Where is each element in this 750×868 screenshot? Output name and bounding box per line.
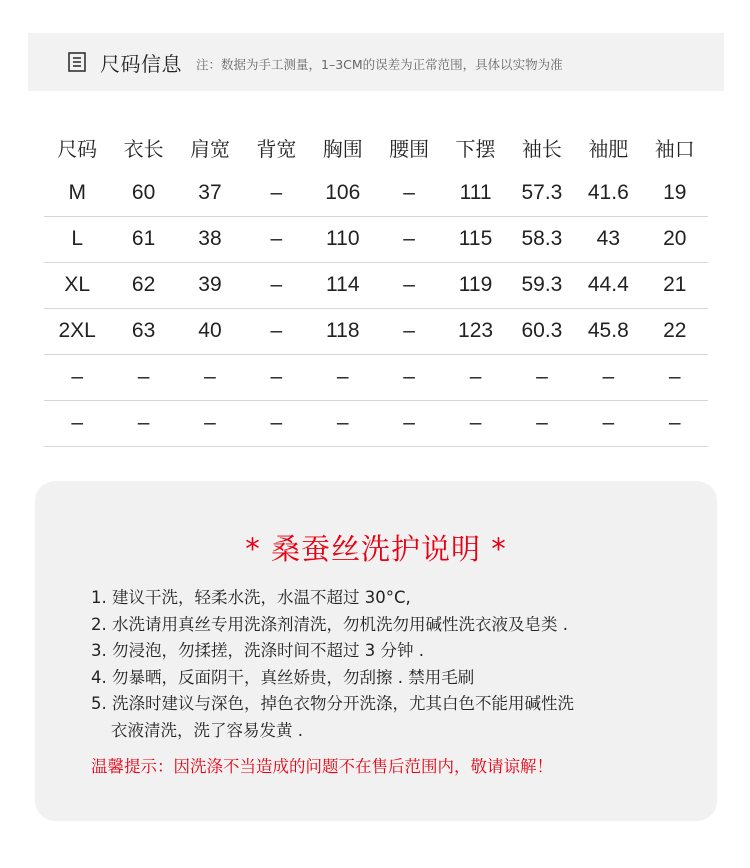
table-cell: 123 xyxy=(442,308,508,354)
table-cell: – xyxy=(376,308,442,354)
care-warning: 温馨提示：因洗涤不当造成的问题不在售后范围内，敬请谅解！ xyxy=(91,757,553,776)
table-row xyxy=(44,400,708,446)
table-cell: 59.3 xyxy=(509,262,575,308)
table-cell: 119 xyxy=(442,262,508,308)
table-cell: – xyxy=(509,354,575,400)
table-cell: 114 xyxy=(310,262,376,308)
table-cell: 19 xyxy=(642,170,708,216)
table-cell: 60 xyxy=(110,170,176,216)
table-cell: 60.3 xyxy=(509,308,575,354)
table-cell: 118 xyxy=(310,308,376,354)
table-cell: 57.3 xyxy=(509,170,575,216)
care-list-item xyxy=(91,691,691,744)
table-cell: – xyxy=(243,262,309,308)
care-list xyxy=(91,585,691,744)
care-list-item xyxy=(91,665,691,692)
table-row xyxy=(44,170,708,216)
document-list-icon xyxy=(68,52,86,72)
table-cell: – xyxy=(243,400,309,446)
table-cell: – xyxy=(376,354,442,400)
table-cell: – xyxy=(509,400,575,446)
table-cell: 111 xyxy=(442,170,508,216)
care-item-continuation: 衣液清洗，洗了容易发黄 . xyxy=(111,720,303,740)
table-cell: 115 xyxy=(442,216,508,262)
column-header: 尺码 xyxy=(57,136,98,161)
table-cell: – xyxy=(44,400,110,446)
table-cell: – xyxy=(575,400,641,446)
size-table xyxy=(44,124,708,447)
table-cell: 61 xyxy=(110,216,176,262)
table-cell: 40 xyxy=(177,308,243,354)
table-cell: 20 xyxy=(642,216,708,262)
column-header: 胸围 xyxy=(322,136,363,161)
table-cell: – xyxy=(44,354,110,400)
care-list-item xyxy=(91,612,691,639)
table-cell: 38 xyxy=(177,216,243,262)
table-row xyxy=(44,354,708,400)
table-cell: – xyxy=(110,400,176,446)
column-header: 袖长 xyxy=(521,136,562,161)
table-cell: 37 xyxy=(177,170,243,216)
table-cell: – xyxy=(642,400,708,446)
column-header: 腰围 xyxy=(389,136,430,161)
table-cell: – xyxy=(177,354,243,400)
table-cell: 41.6 xyxy=(575,170,641,216)
size-info-header xyxy=(28,33,724,91)
care-instructions-panel xyxy=(35,481,717,821)
table-cell: 22 xyxy=(642,308,708,354)
column-header: 袖口 xyxy=(654,136,695,161)
table-cell: – xyxy=(442,354,508,400)
table-cell: 44.4 xyxy=(575,262,641,308)
column-header: 衣长 xyxy=(123,136,164,161)
table-cell: XL xyxy=(44,262,110,308)
table-cell: 110 xyxy=(310,216,376,262)
table-cell: 2XL xyxy=(44,308,110,354)
table-cell: – xyxy=(376,262,442,308)
table-cell: 58.3 xyxy=(509,216,575,262)
measurement-note: 注：数据为手工测量，1–3CM的误差为正常范围，具体以实物为准 xyxy=(196,56,563,72)
table-cell: 39 xyxy=(177,262,243,308)
table-body xyxy=(44,170,708,446)
column-header: 背宽 xyxy=(256,136,297,161)
care-item-text: 3. 勿浸泡，勿揉搓，洗涤时间不超过 3 分钟 . xyxy=(91,641,424,660)
table-cell: 21 xyxy=(642,262,708,308)
table-cell: – xyxy=(243,170,309,216)
page-title: 尺码信息 xyxy=(100,51,182,76)
care-item-text: 4. 勿暴晒，反面阴干，真丝娇贵，勿刮擦 . 禁用毛刷 xyxy=(91,667,475,687)
care-title: * 桑蚕丝洗护说明 * xyxy=(245,532,507,566)
table-cell: – xyxy=(310,400,376,446)
table-cell: – xyxy=(243,216,309,262)
table-cell: 43 xyxy=(575,216,641,262)
care-list-item xyxy=(91,638,691,665)
table-cell: – xyxy=(376,170,442,216)
table-row xyxy=(44,216,708,262)
table-cell: – xyxy=(243,354,309,400)
care-list-item xyxy=(91,585,691,612)
table-row xyxy=(44,308,708,354)
column-header: 袖肥 xyxy=(588,136,629,161)
table-cell: – xyxy=(310,354,376,400)
table-cell: 63 xyxy=(110,308,176,354)
table-cell: 45.8 xyxy=(575,308,641,354)
care-item-text: 5. 洗涤时建议与深色，掉色衣物分开洗涤，尤其白色不能用碱性洗 xyxy=(91,694,574,713)
table-cell: – xyxy=(442,400,508,446)
table-cell: – xyxy=(110,354,176,400)
table-cell: M xyxy=(44,170,110,216)
table-cell: – xyxy=(243,308,309,354)
column-header: 肩宽 xyxy=(189,136,230,161)
table-cell: – xyxy=(376,216,442,262)
care-item-text: 1. 建议干洗，轻柔水洗，水温不超过 30°C, xyxy=(91,588,411,607)
table-row xyxy=(44,262,708,308)
care-item-text: 2. 水洗请用真丝专用洗涤剂清洗，勿机洗勿用碱性洗衣液及皂类 . xyxy=(91,614,568,634)
table-header-row xyxy=(44,124,708,170)
table-cell: L xyxy=(44,216,110,262)
table-cell: – xyxy=(376,400,442,446)
table-cell: – xyxy=(177,400,243,446)
table-cell: – xyxy=(642,354,708,400)
column-header: 下摆 xyxy=(455,136,496,161)
table-cell: 62 xyxy=(110,262,176,308)
table-cell: 106 xyxy=(310,170,376,216)
table-cell: – xyxy=(575,354,641,400)
